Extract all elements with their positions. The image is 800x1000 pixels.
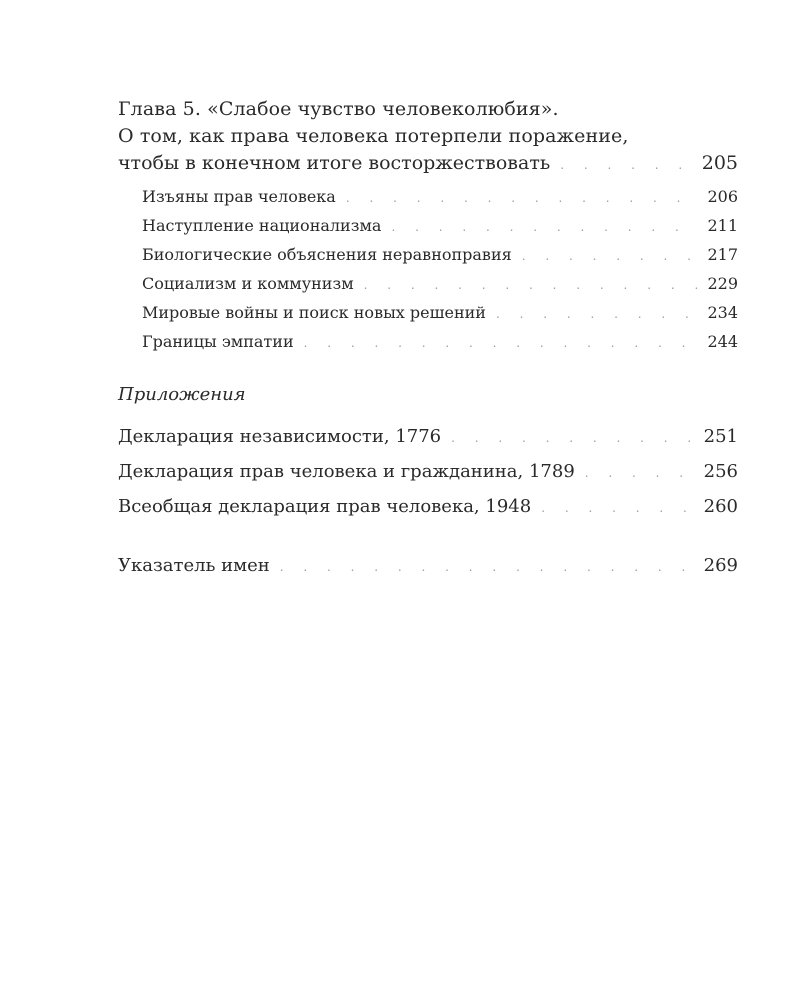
section-page-number: 211 — [707, 216, 738, 235]
section-title: Биологические объяснения неравноправия — [142, 245, 512, 264]
dot-leader — [550, 152, 698, 179]
chapter-heading-line-2: О том, как права человека потерпели поражение, — [118, 125, 629, 147]
section-page-number: 206 — [707, 187, 738, 206]
section-title: Наступление национализма — [142, 216, 382, 235]
chapter-heading-line-3: чтобы в конечном итоге восторжествовать — [118, 152, 551, 174]
section-entry[interactable] — [142, 270, 738, 299]
dot-leader — [294, 330, 698, 357]
chapter-heading-line-1: Глава 5. «Слабое чувство человеколюбия». — [118, 98, 559, 120]
index-title: Указатель имен — [118, 555, 270, 576]
appendix-page-number: 260 — [703, 496, 738, 517]
section-entry[interactable] — [142, 299, 738, 328]
dot-leader — [441, 422, 698, 455]
index-block — [118, 551, 738, 582]
dot-leader — [512, 243, 698, 270]
table-of-contents — [118, 96, 738, 582]
dot-leader — [354, 272, 698, 299]
section-title: Мировые войны и поиск новых решений — [142, 303, 486, 322]
dot-leader — [336, 185, 698, 212]
section-page-number: 229 — [707, 274, 738, 293]
section-entry[interactable] — [142, 183, 738, 212]
section-entry[interactable] — [142, 212, 738, 241]
appendices-heading: Приложения — [118, 384, 246, 405]
appendix-entry[interactable] — [118, 490, 738, 525]
dot-leader — [381, 214, 698, 241]
appendix-entry[interactable] — [118, 420, 738, 455]
section-title: Границы эмпатии — [142, 332, 294, 351]
dot-leader — [486, 301, 698, 328]
chapter-sections-list — [118, 183, 738, 357]
appendices-list — [118, 420, 738, 525]
section-page-number: 234 — [707, 303, 738, 322]
appendix-title: Декларация независимости, 1776 — [118, 426, 442, 447]
appendix-title: Всеобщая декларация прав человека, 1948 — [118, 496, 532, 517]
chapter-page-number: 205 — [701, 152, 738, 174]
section-page-number: 244 — [707, 332, 738, 351]
dot-leader — [575, 457, 698, 490]
appendix-entry[interactable] — [118, 455, 738, 490]
index-page-number: 269 — [703, 555, 738, 576]
chapter-5-entry[interactable] — [118, 150, 738, 179]
section-entry[interactable] — [142, 328, 738, 357]
index-entry[interactable] — [118, 551, 738, 582]
dot-leader — [531, 492, 698, 525]
section-title: Социализм и коммунизм — [142, 274, 354, 293]
appendix-title: Декларация прав человека и гражданина, 1789 — [118, 461, 575, 482]
appendix-page-number: 256 — [703, 461, 738, 482]
chapter-5-heading — [118, 96, 738, 150]
appendix-page-number: 251 — [703, 426, 738, 447]
section-entry[interactable] — [142, 241, 738, 270]
section-page-number: 217 — [707, 245, 738, 264]
section-title: Изъяны прав человека — [142, 187, 336, 206]
dot-leader — [270, 552, 698, 582]
